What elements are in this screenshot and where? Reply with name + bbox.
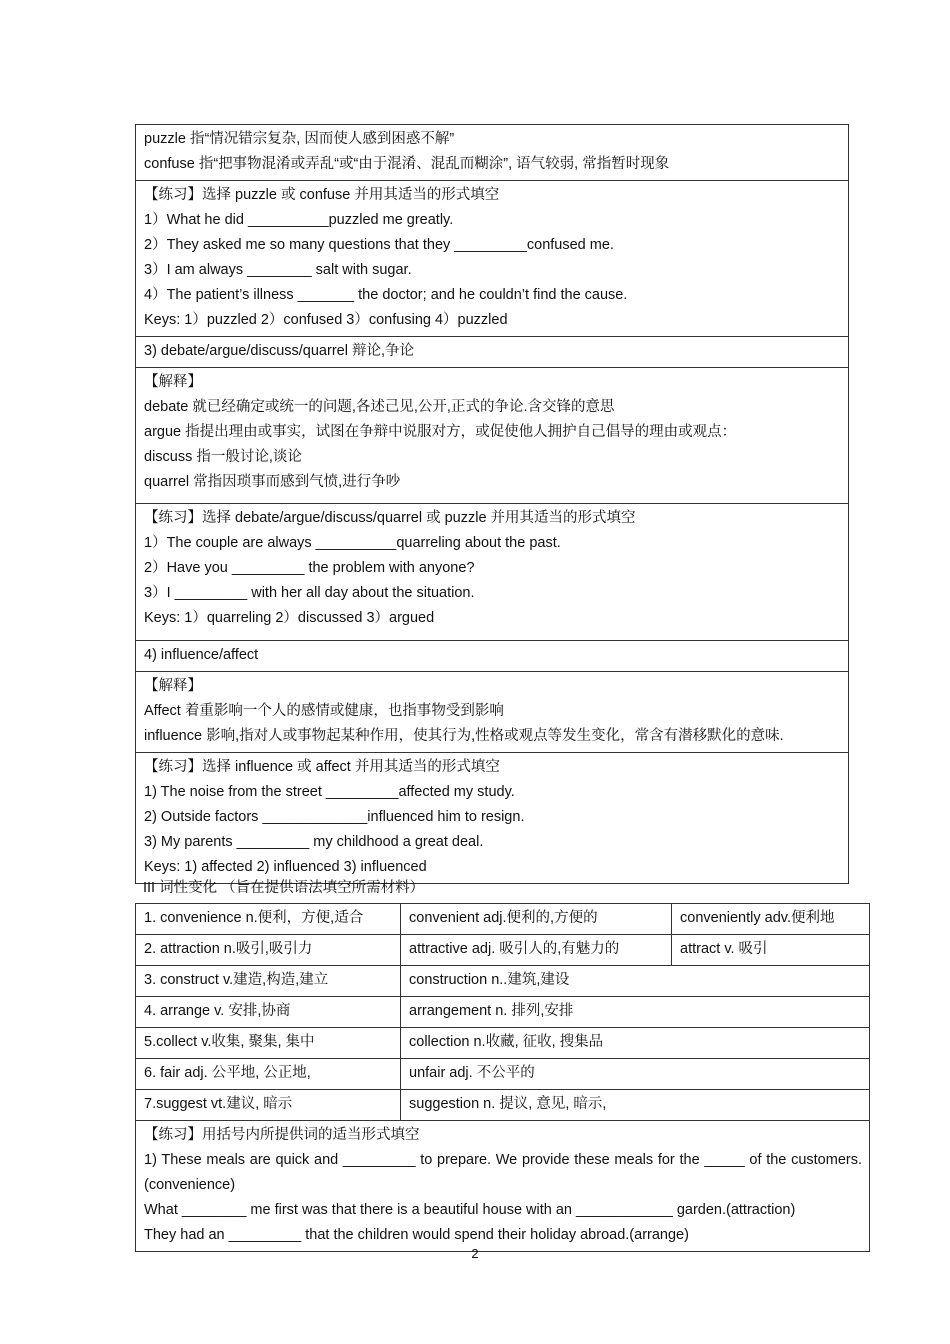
puzzle-confuse-explanation	[136, 125, 849, 181]
table-row	[136, 504, 849, 641]
table-cell: suggestion n. 提议, 意见, 暗示,	[401, 1090, 870, 1121]
table-row	[136, 1121, 870, 1252]
table-cell: unfair adj. 不公平的	[401, 1059, 870, 1090]
influence-explanation	[136, 672, 849, 753]
debate-exercise	[136, 504, 849, 641]
exercise-item: 3) My parents _________ my childhood a great deal.	[144, 834, 484, 850]
puzzle-confuse-exercise	[136, 181, 849, 337]
text-line: argue 指提出理由或事实，试图在争辩中说服对方，或促使他人拥护自己倡导的理由或观点：	[144, 424, 737, 440]
table-row	[136, 935, 870, 966]
section-heading-influence: 4) influence/affect	[136, 641, 849, 672]
table-row	[136, 641, 849, 672]
vocabulary-table	[135, 124, 849, 884]
explanation-heading: 【解释】	[144, 374, 202, 390]
influence-exercise	[136, 753, 849, 884]
table-cell: attractive adj. 吸引人的,有魅力的	[401, 935, 672, 966]
exercise-item: 1）What he did __________puzzled me greatly.	[144, 212, 454, 228]
table-row	[136, 337, 849, 368]
answer-keys: Keys: 1）quarreling 2）discussed 3）argued	[144, 610, 435, 626]
answer-keys: Keys: 1）puzzled 2）confused 3）confusing 4）puzzled	[144, 312, 508, 328]
page-number: 2	[471, 1246, 479, 1261]
table-row	[136, 904, 870, 935]
section-heading-debate: 3) debate/argue/discuss/quarrel 辩论,争论	[136, 337, 849, 368]
table-cell: 6. fair adj. 公平地, 公正地,	[136, 1059, 401, 1090]
answer-keys: Keys: 1) affected 2) influenced 3) influenced	[144, 859, 427, 875]
table-row	[136, 1059, 870, 1090]
exercise-item: 2) Outside factors _____________influenced him to resign.	[144, 809, 525, 825]
exercise-item: 1) These meals are quick and _________ to prepare. We provide these meals for the _____ of the customers. (convenience)	[144, 1152, 862, 1193]
explanation-heading: 【解释】	[144, 678, 202, 694]
table-cell: collection n.收藏, 征收, 搜集品	[401, 1028, 870, 1059]
table-cell: attract v. 吸引	[672, 935, 870, 966]
table-row	[136, 1090, 870, 1121]
table-row	[136, 997, 870, 1028]
exercise-heading: 【练习】选择 influence 或 affect 并用其适当的形式填空	[144, 759, 500, 775]
exercise-item: 3）I _________ with her all day about the situation.	[144, 585, 475, 601]
exercise-heading: 【练习】用括号内所提供词的适当形式填空	[144, 1127, 420, 1143]
table-cell: 1. convenience n.便利，方便,适合	[136, 904, 401, 935]
debate-explanation	[136, 368, 849, 504]
table-cell: 5.collect v.收集, 聚集, 集中	[136, 1028, 401, 1059]
table-row	[136, 753, 849, 884]
table-cell: convenient adj.便利的,方便的	[401, 904, 672, 935]
table-row	[136, 966, 870, 997]
exercise-item: What ________ me first was that there is a beautiful house with an ____________ garden.(attraction)	[144, 1202, 796, 1218]
table-row	[136, 125, 849, 181]
exercise-item: 4）The patient’s illness _______ the doctor; and he couldn’t find the cause.	[144, 287, 628, 303]
exercise-heading: 【练习】选择 debate/argue/discuss/quarrel 或 puzzle 并用其适当的形式填空	[144, 510, 636, 526]
table-cell: conveniently adv.便利地	[672, 904, 870, 935]
table-cell: construction n..建筑,建设	[401, 966, 870, 997]
word-forms-table	[135, 903, 870, 1252]
exercise-item: 2）They asked me so many questions that they _________confused me.	[144, 237, 614, 253]
table-row	[136, 368, 849, 504]
table-cell: arrangement n. 排列,安排	[401, 997, 870, 1028]
table-row	[136, 181, 849, 337]
exercise-heading: 【练习】选择 puzzle 或 confuse 并用其适当的形式填空	[144, 187, 500, 203]
exercise-item: 1) The noise from the street _________affected my study.	[144, 784, 515, 800]
exercise-item: They had an _________ that the children would spend their holiday abroad.(arrange)	[144, 1227, 689, 1243]
word-forms-exercise	[136, 1121, 870, 1252]
text-line: quarrel 常指因琐事而感到气愤,进行争吵	[144, 474, 401, 490]
section-caption: III 词性变化 （旨在提供语法填空所需材料）	[143, 880, 425, 896]
table-cell: 2. attraction n.吸引,吸引力	[136, 935, 401, 966]
exercise-item: 3）I am always ________ salt with sugar.	[144, 262, 412, 278]
table-row	[136, 1028, 870, 1059]
table-cell: 4. arrange v. 安排,协商	[136, 997, 401, 1028]
table-row	[136, 672, 849, 753]
text-line: confuse 指“把事物混淆或弄乱“或“由于混淆、混乱而糊涂”, 语气较弱, 常指暂时现象	[144, 156, 670, 172]
text-line: puzzle 指“情况错宗复杂, 因而使人感到困惑不解”	[144, 131, 455, 147]
text-line: Affect 着重影响一个人的感情或健康，也指事物受到影响	[144, 703, 504, 719]
text-line: debate 就已经确定或统一的问题,各述己见,公开,正式的争论.含交锋的意思	[144, 399, 615, 415]
table-cell: 3. construct v.建造,构造,建立	[136, 966, 401, 997]
exercise-item: 2）Have you _________ the problem with anyone?	[144, 560, 475, 576]
text-paragraph: influence 影响,指对人或事物起某种作用，使其行为,性格或观点等发生变化，常含有潜移默化的意味.	[144, 728, 784, 744]
exercise-item: 1）The couple are always __________quarreling about the past.	[144, 535, 561, 551]
table-cell: 7.suggest vt.建议, 暗示	[136, 1090, 401, 1121]
text-line: discuss 指一般讨论,谈论	[144, 449, 302, 465]
